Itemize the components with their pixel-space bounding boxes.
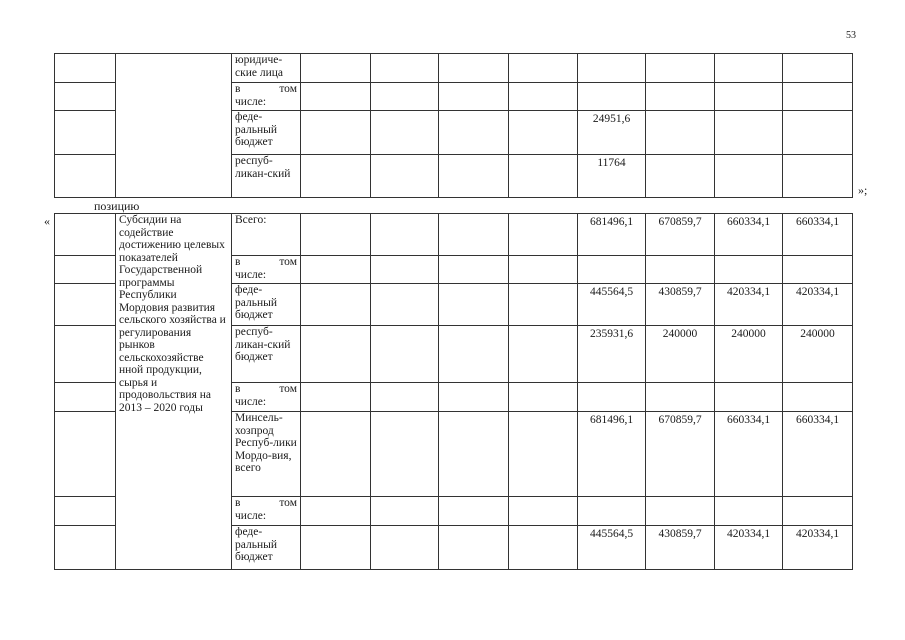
desc-word: в <box>235 497 241 509</box>
desc-cell: юридиче-ские лица <box>232 54 301 83</box>
cell <box>55 497 116 526</box>
opening-quote: « <box>44 214 50 228</box>
desc-cell <box>232 383 301 412</box>
cell <box>55 214 116 256</box>
desc-cell: респуб-ликан-ский бюджет <box>232 326 301 383</box>
cell <box>55 284 116 326</box>
value-cell <box>783 256 853 284</box>
value-cell: 445564,5 <box>578 284 646 326</box>
table-row <box>55 54 853 83</box>
value-cell: 240000 <box>646 326 715 383</box>
value-cell: 430859,7 <box>646 526 715 570</box>
value-cell <box>578 497 646 526</box>
value-cell: 660334,1 <box>715 412 783 497</box>
cell <box>55 526 116 570</box>
value-cell <box>578 83 646 111</box>
value-cell: 240000 <box>715 326 783 383</box>
desc-word: числе: <box>235 268 267 281</box>
desc-cell: феде-ральный бюджет <box>232 284 301 326</box>
value-cell: 24951,6 <box>578 111 646 155</box>
top-table <box>54 53 853 198</box>
name-cell <box>116 54 232 198</box>
caption-word: позицию <box>94 199 140 213</box>
cell <box>55 155 116 198</box>
desc-word: в <box>235 83 241 95</box>
value-cell: 681496,1 <box>578 412 646 497</box>
value-cell: 430859,7 <box>646 284 715 326</box>
value-cell <box>715 383 783 412</box>
value-cell: 420334,1 <box>715 526 783 570</box>
value-cell: 660334,1 <box>783 412 853 497</box>
value-cell <box>646 383 715 412</box>
value-cell: 670859,7 <box>646 214 715 256</box>
value-cell: 670859,7 <box>646 412 715 497</box>
value-cell: 660334,1 <box>715 214 783 256</box>
desc-cell: феде-ральный бюджет <box>232 526 301 570</box>
value-cell: 240000 <box>783 326 853 383</box>
value-cell: 660334,1 <box>783 214 853 256</box>
desc-word: том <box>279 256 297 268</box>
value-cell: 420334,1 <box>783 284 853 326</box>
desc-word: том <box>279 497 297 509</box>
value-cell <box>646 497 715 526</box>
cell <box>55 111 116 155</box>
desc-cell: Всего: <box>232 214 301 256</box>
desc-word: в <box>235 383 241 395</box>
page-number: 53 <box>846 30 856 41</box>
cell <box>55 256 116 284</box>
desc-cell: феде-ральный бюджет <box>232 111 301 155</box>
value-cell <box>715 497 783 526</box>
desc-word: числе: <box>235 509 267 522</box>
value-cell: 11764 <box>578 155 646 198</box>
value-cell <box>715 256 783 284</box>
desc-word: в <box>235 256 241 268</box>
cell <box>55 326 116 383</box>
desc-cell <box>232 497 301 526</box>
value-cell: 681496,1 <box>578 214 646 256</box>
value-cell <box>783 497 853 526</box>
desc-cell <box>232 256 301 284</box>
desc-word: числе: <box>235 395 267 408</box>
value-cell <box>578 54 646 83</box>
cell <box>55 383 116 412</box>
value-cell <box>578 383 646 412</box>
desc-word: том <box>279 383 297 395</box>
value-cell: 420334,1 <box>783 526 853 570</box>
desc-word: числе: <box>235 95 267 108</box>
bottom-table <box>54 213 853 570</box>
value-cell: 235931,6 <box>578 326 646 383</box>
cell <box>55 412 116 497</box>
closing-quote: »; <box>858 183 868 197</box>
value-cell: 445564,5 <box>578 526 646 570</box>
value-cell <box>783 383 853 412</box>
desc-word: том <box>279 83 297 95</box>
value-cell <box>646 256 715 284</box>
program-name-cell: Субсидии на содействие достижению целевых показателей Государственной программы Республики Мордовия развития сельского хозяйства и регулирования рынков сельскохозяйстве нной продукции, сырья и продовольствия на 2013 – 2020 годы <box>116 214 232 570</box>
desc-cell: Минсель-хозпрод Респуб-лики Мордо-вия, всего <box>232 412 301 497</box>
desc-cell <box>232 83 301 111</box>
cell <box>55 54 116 83</box>
desc-cell: респуб-ликан-ский <box>232 155 301 198</box>
value-cell <box>578 256 646 284</box>
cell <box>55 83 116 111</box>
value-cell: 420334,1 <box>715 284 783 326</box>
table-row <box>55 214 853 256</box>
